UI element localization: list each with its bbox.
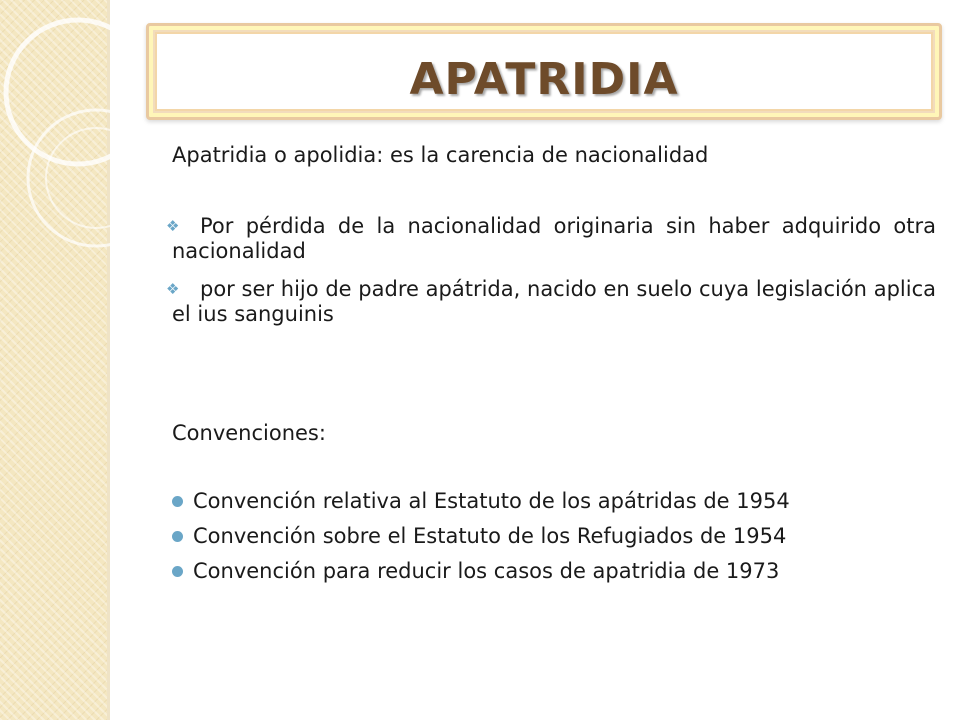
cause-item [166, 277, 936, 327]
conventions-heading: Convenciones: [172, 421, 326, 446]
convention-item [172, 556, 936, 586]
convention-text: Convención sobre el Estatuto de los Refugiados de 1954 [193, 523, 787, 548]
title-frame [146, 23, 942, 120]
cause-item [166, 214, 936, 264]
intro-text: Apatridia o apolidia: es la carencia de nacionalidad [172, 143, 709, 167]
decor-circle-small [28, 110, 164, 246]
circle-bullet-icon [172, 531, 183, 542]
decor-circle-inner [46, 128, 146, 228]
slide-body [166, 142, 936, 591]
circle-bullet-icon [172, 566, 183, 577]
decor-circle-large [6, 20, 150, 164]
convention-text: Convención relativa al Estatuto de los apátridas de 1954 [193, 488, 790, 513]
diamond-bullet-icon: ❖ [166, 280, 180, 299]
cause-text: Por pérdida de la nacionalidad originaria sin haber adquirido otra nacionalidad [172, 214, 936, 264]
slide-title: APATRIDIA [409, 54, 679, 105]
convention-text: Convención para reducir los casos de apatridia de 1973 [193, 558, 780, 583]
circle-bullet-icon [172, 496, 183, 507]
cause-list [166, 214, 936, 327]
title-panel [157, 34, 931, 109]
diamond-bullet-icon: ❖ [166, 217, 180, 236]
cause-text: por ser hijo de padre apátrida, nacido en suelo cuya legislación aplica el ius sanguinis [172, 277, 936, 327]
convention-item [172, 486, 936, 516]
conventions-list [172, 486, 936, 586]
convention-item [172, 521, 936, 551]
